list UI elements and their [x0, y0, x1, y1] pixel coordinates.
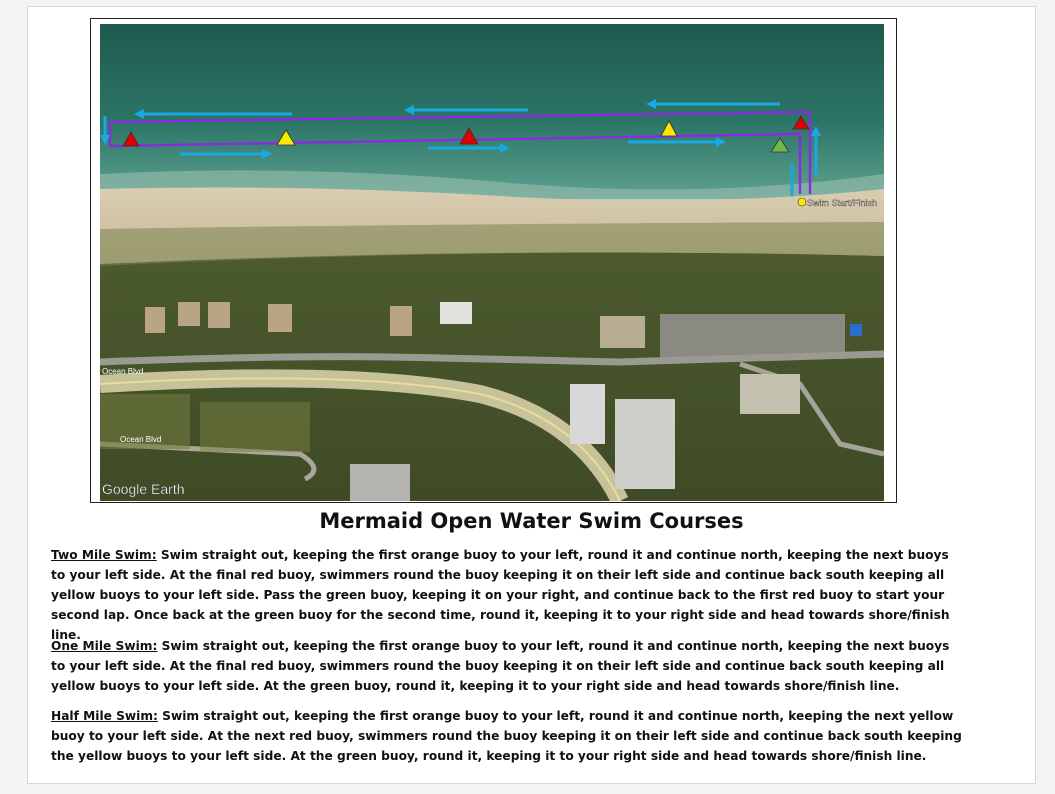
google-earth-watermark: Google Earth — [102, 481, 185, 497]
road-label-2: Ocean Blvd — [120, 435, 162, 444]
course-map — [100, 24, 884, 501]
page-title: Mermaid Open Water Swim Courses — [319, 509, 744, 533]
map-frame — [90, 18, 897, 503]
start-pin — [798, 198, 806, 206]
course-half-mile — [51, 706, 966, 766]
road-label-1: Ocean Blvd — [102, 367, 144, 376]
course-label: Half Mile Swim: — [51, 709, 158, 723]
course-label: Two Mile Swim: — [51, 548, 157, 562]
course-label: One Mile Swim: — [51, 639, 158, 653]
course-one-mile — [51, 636, 966, 696]
course-text: Swim straight out, keeping the first orange buoy to your left, round it and continue north, keeping the next buoys to your left side. At the final red buoy, swimmers round the buoy keeping it on their left side and continue back south keeping all yellow buoys to your left side. Pass the green buoy, keeping it on your right, and continue back to the first red buoy to start your second lap. Once back at the green buoy for the second time, round it, keeping it to your right side and head towards shore/finish line. — [51, 548, 950, 642]
course-two-mile — [51, 545, 966, 645]
document-page — [27, 6, 1036, 784]
course-text: Swim straight out, keeping the first orange buoy to your left, round it and continue north, keeping the next buoys to your left side. At the final red buoy, swimmers round the buoy keeping it on their left side and continue back south keeping all yellow buoys to your left side. At the green buoy, round it, keeping it to your right side and head towards shore/finish line. — [51, 639, 950, 693]
start-finish-label: Swim Start/Finish — [807, 198, 878, 208]
course-text: Swim straight out, keeping the first orange buoy to your left, round it and continue north, keeping the next yellow buoy to your left side. At the next red buoy, swimmers round the buoy keeping it on their left side and continue back south keeping the yellow buoys to your left side. At the green buoy, round it, keeping it to your right side and head towards shore/finish line. — [51, 709, 962, 763]
